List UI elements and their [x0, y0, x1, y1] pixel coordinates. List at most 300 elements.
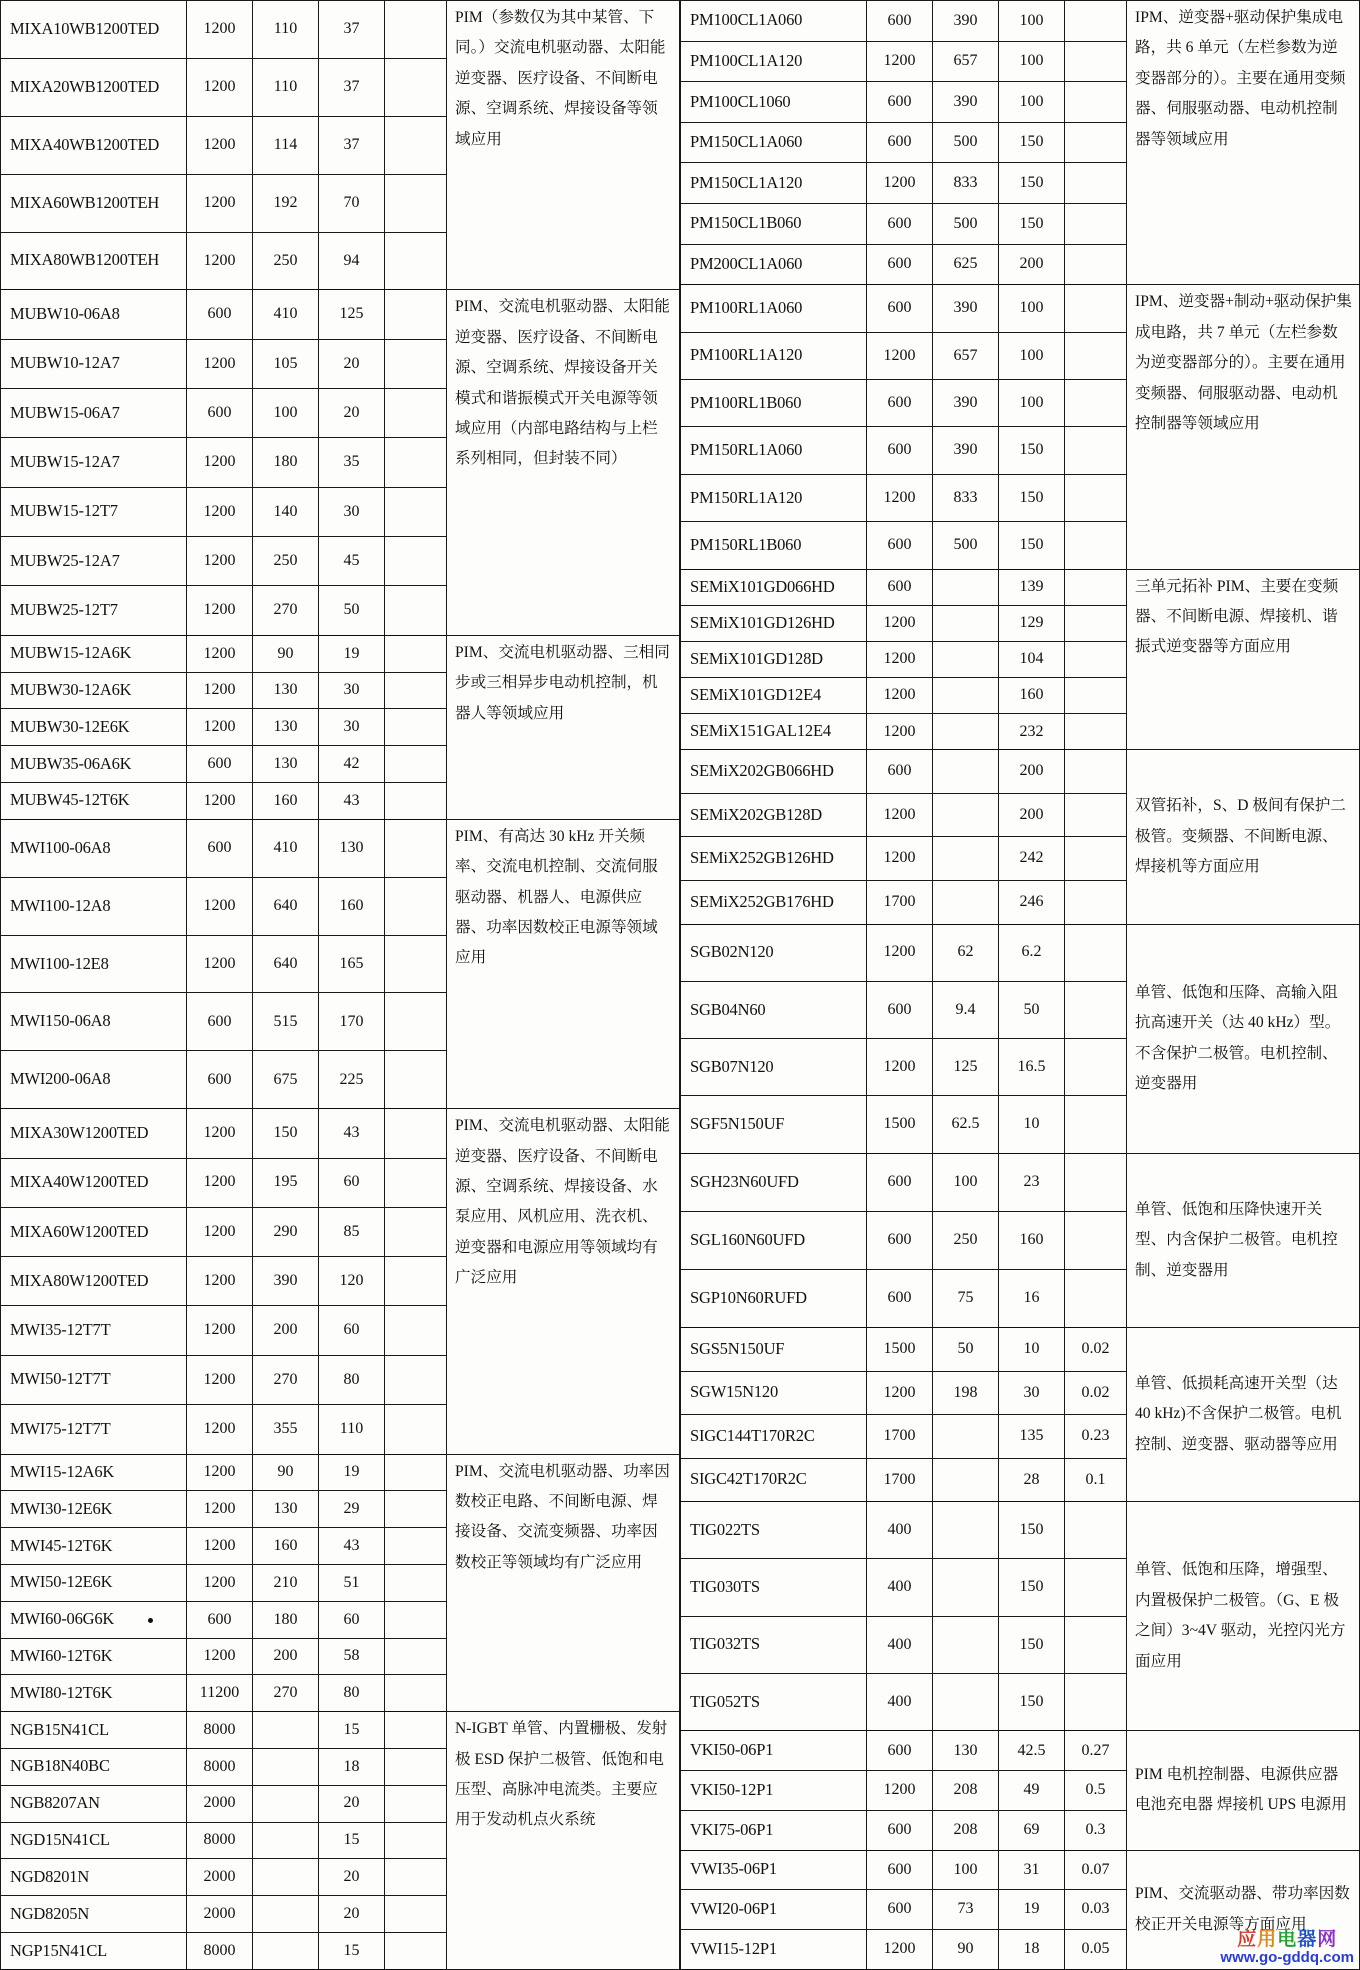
- cell-voltage: 1200: [187, 672, 253, 709]
- cell-param2: 50: [933, 1327, 999, 1371]
- cell-voltage: 1200: [867, 1039, 933, 1096]
- cell-voltage: 1200: [187, 1109, 253, 1158]
- cell-part-number: VWI20-06P1: [681, 1890, 867, 1930]
- cell-description: IPM、逆变器+驱动保护集成电路，共 6 单元（左栏参数为逆变器部分的）。主要在通用变频器、伺服驱动器、电动机控制器等领域应用: [1127, 1, 1360, 285]
- cell-param3: 15: [319, 1822, 385, 1859]
- cell-voltage: 2000: [187, 1785, 253, 1822]
- cell-param2: 390: [933, 427, 999, 474]
- cell-param2: 9.4: [933, 981, 999, 1038]
- cell-part-number: MUBW15-12A7: [1, 438, 187, 487]
- cell-param4: [1065, 880, 1127, 924]
- cell-param3: 58: [319, 1638, 385, 1675]
- cell-param3: 35: [319, 438, 385, 487]
- cell-voltage: 2000: [187, 1859, 253, 1896]
- cell-param2: 200: [253, 1638, 319, 1675]
- cell-param3: 150: [999, 1559, 1065, 1616]
- cell-param4: 0.03: [1065, 1890, 1127, 1930]
- cell-param4: [385, 1712, 447, 1749]
- cell-param4: [385, 783, 447, 820]
- cell-param4: [1065, 163, 1127, 204]
- cell-param4: [1065, 714, 1127, 750]
- cell-part-number: MUBW30-12E6K: [1, 709, 187, 746]
- cell-voltage: 1200: [867, 474, 933, 521]
- cell-param4: [1065, 837, 1127, 881]
- cell-param3: 19: [319, 1454, 385, 1491]
- cell-voltage: 600: [187, 1601, 253, 1638]
- cell-param2: 160: [253, 783, 319, 820]
- cell-voltage: 600: [867, 1850, 933, 1890]
- cell-param2: [253, 1896, 319, 1933]
- cell-part-number: PM150CL1A060: [681, 122, 867, 163]
- cell-param2: 290: [253, 1207, 319, 1256]
- cell-voltage: 1200: [867, 641, 933, 677]
- cell-voltage: 1200: [187, 1491, 253, 1528]
- cell-part-number: MUBW45-12T6K: [1, 783, 187, 820]
- cell-param4: [385, 877, 447, 935]
- cell-voltage: 1500: [867, 1327, 933, 1371]
- cell-param4: [385, 1491, 447, 1528]
- cell-voltage: 1200: [187, 586, 253, 635]
- cell-param2: [253, 1748, 319, 1785]
- cell-description: IPM、逆变器+制动+驱动保护集成电路，共 7 单元（左栏参数为逆变器部分的）。主要在通用变频器、伺服驱动器、电动机控制器等领域应用: [1127, 285, 1360, 569]
- cell-voltage: 1700: [867, 1458, 933, 1502]
- cell-param2: 100: [933, 1153, 999, 1211]
- cell-param2: [933, 714, 999, 750]
- cell-param2: 130: [253, 746, 319, 783]
- cell-param4: [385, 819, 447, 877]
- cell-description: PIM、交流驱动器、带功率因数校正开关电源等方面应用: [1127, 1850, 1360, 1969]
- cell-part-number: PM100CL1A060: [681, 1, 867, 42]
- watermark-url: www.go-gddq.com: [1220, 1949, 1354, 1967]
- cell-voltage: 600: [187, 819, 253, 877]
- cell-part-number: MUBW10-12A7: [1, 339, 187, 388]
- cell-param2: 130: [253, 672, 319, 709]
- cell-param3: 15: [319, 1932, 385, 1969]
- cell-part-number: MWI150-06A8: [1, 993, 187, 1051]
- cell-param4: 0.07: [1065, 1850, 1127, 1890]
- table-row: [681, 1731, 1360, 1771]
- cell-param3: 120: [319, 1257, 385, 1306]
- cell-param2: [253, 1822, 319, 1859]
- cell-param4: [1065, 1674, 1127, 1731]
- table-row: [1, 290, 680, 339]
- cell-param3: 232: [999, 714, 1065, 750]
- cell-param4: [1065, 1502, 1127, 1559]
- cell-param2: 410: [253, 290, 319, 339]
- cell-voltage: 1200: [187, 1257, 253, 1306]
- cell-part-number: MIXA10WB1200TED: [1, 1, 187, 59]
- cell-part-number: MWI35-12T7T: [1, 1306, 187, 1355]
- cell-part-number: MWI100-06A8: [1, 819, 187, 877]
- cell-param4: [385, 58, 447, 116]
- cell-param2: 270: [253, 1355, 319, 1404]
- cell-voltage: 600: [867, 1211, 933, 1269]
- cell-part-number: SEMiX202GB128D: [681, 793, 867, 837]
- right-table: [680, 0, 1360, 1970]
- cell-param4: [385, 1, 447, 59]
- cell-voltage: 1200: [187, 438, 253, 487]
- table-row: [681, 750, 1360, 794]
- cell-part-number: SEMiX101GD126HD: [681, 605, 867, 641]
- cell-part-number: PM200CL1A060: [681, 244, 867, 285]
- cell-param3: 200: [999, 793, 1065, 837]
- cell-voltage: 1200: [867, 1771, 933, 1811]
- cell-part-number: MUBW35-06A6K: [1, 746, 187, 783]
- cell-param2: 114: [253, 116, 319, 174]
- cell-voltage: 1200: [187, 1565, 253, 1602]
- cell-voltage: 600: [187, 746, 253, 783]
- cell-part-number: MUBW25-12T7: [1, 586, 187, 635]
- cell-part-number: PM150RL1A060: [681, 427, 867, 474]
- cell-param3: 42.5: [999, 1731, 1065, 1771]
- cell-param3: 150: [999, 427, 1065, 474]
- cell-param3: 246: [999, 880, 1065, 924]
- cell-param4: [1065, 605, 1127, 641]
- cell-param2: 110: [253, 58, 319, 116]
- cell-voltage: 1200: [867, 163, 933, 204]
- cell-param3: 51: [319, 1565, 385, 1602]
- cell-description: 单管、低饱和压降、高输入阻抗高速开关（达 40 kHz）型。不含保护二极管。电机控制、逆变器用: [1127, 924, 1360, 1153]
- cell-param2: 390: [933, 82, 999, 123]
- cell-param2: 105: [253, 339, 319, 388]
- cell-voltage: 1200: [187, 1638, 253, 1675]
- cell-part-number: MUBW15-12A6K: [1, 635, 187, 672]
- cell-param3: 150: [999, 1502, 1065, 1559]
- cell-part-number: MWI60-06G6K: [1, 1601, 187, 1638]
- cell-param4: [1065, 1096, 1127, 1153]
- cell-part-number: MIXA40WB1200TED: [1, 116, 187, 174]
- cell-part-number: SEMiX202GB066HD: [681, 750, 867, 794]
- cell-param3: 100: [999, 82, 1065, 123]
- cell-part-number: MUBW10-06A8: [1, 290, 187, 339]
- cell-param4: [385, 1859, 447, 1896]
- cell-param2: 198: [933, 1371, 999, 1415]
- cell-part-number: NGB15N41CL: [1, 1712, 187, 1749]
- cell-part-number: MWI30-12E6K: [1, 1491, 187, 1528]
- cell-part-number: TIG022TS: [681, 1502, 867, 1559]
- cell-param4: [1065, 244, 1127, 285]
- cell-part-number: MWI100-12E8: [1, 935, 187, 993]
- cell-param2: [933, 678, 999, 714]
- cell-param3: 165: [319, 935, 385, 993]
- cell-param2: 390: [933, 285, 999, 332]
- table-row: [681, 924, 1360, 981]
- cell-description: PIM、交流电机驱动器、功率因数校正电路、不间断电源、焊接设备、交流变频器、功率因数校正等领域均有广泛应用: [447, 1454, 680, 1712]
- cell-param2: 390: [933, 380, 999, 427]
- cell-param2: 140: [253, 487, 319, 536]
- cell-param4: [1065, 1211, 1127, 1269]
- cell-part-number: SIGC42T170R2C: [681, 1458, 867, 1502]
- cell-param4: [1065, 122, 1127, 163]
- bullet-mark-icon: [148, 1618, 153, 1623]
- cell-param3: 94: [319, 232, 385, 290]
- cell-part-number: VKI50-06P1: [681, 1731, 867, 1771]
- table-row: [1, 1, 680, 59]
- cell-param4: [385, 1565, 447, 1602]
- cell-voltage: 600: [867, 522, 933, 569]
- cell-param3: 160: [319, 877, 385, 935]
- cell-param4: [1065, 924, 1127, 981]
- cell-param2: 657: [933, 332, 999, 379]
- cell-description: 单管、低饱和压降，增强型、内置极保护二极管。（G、E 极之间）3~4V 驱动，光控闪光方面应用: [1127, 1502, 1360, 1731]
- cell-part-number: MWI80-12T6K: [1, 1675, 187, 1712]
- cell-param3: 130: [319, 819, 385, 877]
- table-row: [1, 819, 680, 877]
- cell-param3: 50: [319, 586, 385, 635]
- cell-part-number: TIG032TS: [681, 1616, 867, 1673]
- cell-param2: [933, 1616, 999, 1673]
- cell-param2: 515: [253, 993, 319, 1051]
- cell-param3: 150: [999, 522, 1065, 569]
- cell-param3: 30: [319, 672, 385, 709]
- cell-voltage: 11200: [187, 1675, 253, 1712]
- table-row: [681, 1850, 1360, 1890]
- cell-param3: 150: [999, 474, 1065, 521]
- cell-voltage: 1700: [867, 880, 933, 924]
- cell-param3: 20: [319, 339, 385, 388]
- cell-voltage: 1200: [187, 1, 253, 59]
- cell-voltage: 600: [867, 122, 933, 163]
- cell-param2: [933, 880, 999, 924]
- cell-part-number: SEMiX252GB126HD: [681, 837, 867, 881]
- cell-param4: [385, 1896, 447, 1933]
- cell-param2: 390: [253, 1257, 319, 1306]
- cell-voltage: 1200: [187, 1355, 253, 1404]
- cell-voltage: 8000: [187, 1822, 253, 1859]
- cell-part-number: SGF5N150UF: [681, 1096, 867, 1153]
- cell-description: PIM、交流电机驱动器、太阳能逆变器、医疗设备、不间断电源、空调系统、焊接设备、水泵应用、风机应用、洗衣机、逆变器和电源应用等领域均有广泛应用: [447, 1109, 680, 1454]
- cell-param3: 129: [999, 605, 1065, 641]
- cell-part-number: TIG052TS: [681, 1674, 867, 1731]
- cell-param4: [385, 993, 447, 1051]
- cell-voltage: 1200: [867, 714, 933, 750]
- cell-param3: 42: [319, 746, 385, 783]
- cell-param3: 170: [319, 993, 385, 1051]
- cell-voltage: 1200: [867, 1930, 933, 1970]
- cell-param3: 60: [319, 1158, 385, 1207]
- cell-voltage: 600: [867, 569, 933, 605]
- cell-param4: 0.1: [1065, 1458, 1127, 1502]
- cell-voltage: 600: [867, 750, 933, 794]
- cell-param4: [1065, 1039, 1127, 1096]
- cell-param4: [385, 1257, 447, 1306]
- cell-param2: [933, 1458, 999, 1502]
- cell-param3: 18: [319, 1748, 385, 1785]
- cell-part-number: MWI50-12T7T: [1, 1355, 187, 1404]
- cell-param3: 49: [999, 1771, 1065, 1811]
- cell-param3: 150: [999, 122, 1065, 163]
- cell-voltage: 600: [867, 427, 933, 474]
- cell-part-number: SGL160N60UFD: [681, 1211, 867, 1269]
- cell-param3: 10: [999, 1327, 1065, 1371]
- cell-param4: [385, 1785, 447, 1822]
- cell-param3: 150: [999, 1616, 1065, 1673]
- cell-param3: 43: [319, 1109, 385, 1158]
- cell-param2: 192: [253, 174, 319, 232]
- cell-part-number: PM100CL1060: [681, 82, 867, 123]
- cell-param2: 195: [253, 1158, 319, 1207]
- cell-param2: 180: [253, 438, 319, 487]
- cell-param3: 37: [319, 116, 385, 174]
- cell-param4: [385, 1207, 447, 1256]
- cell-description: PIM、交流电机驱动器、太阳能逆变器、医疗设备、不间断电源、空调系统、焊接设备开关模式和谐振模式开关电源等领域应用（内部电路结构与上栏系列相同，但封装不同）: [447, 290, 680, 635]
- cell-param2: 500: [933, 522, 999, 569]
- table-row: [1, 635, 680, 672]
- cell-param4: [1065, 1, 1127, 42]
- cell-voltage: 1200: [187, 783, 253, 820]
- cell-part-number: MWI60-12T6K: [1, 1638, 187, 1675]
- cell-param2: [933, 1502, 999, 1559]
- cell-description: 双管拓补，S、D 极间有保护二极管。变频器、不间断电源、焊接机等方面应用: [1127, 750, 1360, 924]
- cell-param4: [1065, 380, 1127, 427]
- cell-param3: 30: [319, 487, 385, 536]
- cell-part-number: VWI15-12P1: [681, 1930, 867, 1970]
- cell-part-number: PM100RL1A120: [681, 332, 867, 379]
- cell-param4: 0.23: [1065, 1415, 1127, 1459]
- cell-param3: 19: [319, 635, 385, 672]
- cell-voltage: 1200: [187, 1528, 253, 1565]
- cell-param4: [1065, 82, 1127, 123]
- cell-voltage: 1200: [867, 1371, 933, 1415]
- cell-param2: 390: [933, 1, 999, 42]
- cell-param4: [385, 1932, 447, 1969]
- cell-voltage: 1200: [187, 1454, 253, 1491]
- cell-voltage: 600: [867, 1269, 933, 1327]
- cell-param3: 31: [999, 1850, 1065, 1890]
- cell-param2: 200: [253, 1306, 319, 1355]
- cell-voltage: 1200: [187, 1306, 253, 1355]
- cell-voltage: 600: [187, 993, 253, 1051]
- cell-part-number: MIXA80W1200TED: [1, 1257, 187, 1306]
- cell-part-number: SGB04N60: [681, 981, 867, 1038]
- cell-param3: 150: [999, 1674, 1065, 1731]
- right-table-half: [680, 0, 1360, 1970]
- cell-param3: 16.5: [999, 1039, 1065, 1096]
- cell-part-number: MIXA30W1200TED: [1, 1109, 187, 1158]
- cell-param3: 23: [999, 1153, 1065, 1211]
- cell-param2: 500: [933, 203, 999, 244]
- cell-param3: 43: [319, 783, 385, 820]
- cell-param3: 135: [999, 1415, 1065, 1459]
- cell-part-number: SEMiX101GD128D: [681, 641, 867, 677]
- cell-voltage: 1200: [187, 877, 253, 935]
- cell-voltage: 1200: [187, 1207, 253, 1256]
- cell-description: N-IGBT 单管、内置栅极、发射极 ESD 保护二极管、低饱和电压型、高脉冲电流类。主要应用于发动机点火系统: [447, 1712, 680, 1970]
- cell-param2: 90: [253, 635, 319, 672]
- cell-param4: [1065, 793, 1127, 837]
- cell-param2: 90: [933, 1930, 999, 1970]
- cell-param2: 833: [933, 474, 999, 521]
- cell-param4: [1065, 332, 1127, 379]
- cell-part-number: MWI50-12E6K: [1, 1565, 187, 1602]
- cell-part-number: MWI100-12A8: [1, 877, 187, 935]
- cell-param3: 200: [999, 750, 1065, 794]
- cell-description: PIM、有高达 30 kHz 开关频率、交流电机控制、交流伺服驱动器、机器人、电源供应器、功率因数校正电源等领域应用: [447, 819, 680, 1108]
- cell-param3: 6.2: [999, 924, 1065, 981]
- cell-part-number: SGP10N60RUFD: [681, 1269, 867, 1327]
- cell-part-number: SEMiX101GD066HD: [681, 569, 867, 605]
- cell-param4: [1065, 1153, 1127, 1211]
- cell-part-number: MWI45-12T6K: [1, 1528, 187, 1565]
- cell-param4: 0.02: [1065, 1327, 1127, 1371]
- cell-part-number: VKI75-06P1: [681, 1810, 867, 1850]
- cell-voltage: 600: [867, 1890, 933, 1930]
- cell-param3: 50: [999, 981, 1065, 1038]
- cell-param3: 139: [999, 569, 1065, 605]
- cell-param3: 150: [999, 163, 1065, 204]
- cell-param4: [1065, 203, 1127, 244]
- cell-part-number: MWI75-12T7T: [1, 1405, 187, 1454]
- cell-param4: [385, 339, 447, 388]
- cell-voltage: 400: [867, 1674, 933, 1731]
- cell-voltage: 1200: [187, 537, 253, 586]
- cell-voltage: 600: [867, 285, 933, 332]
- cell-part-number: SEMiX151GAL12E4: [681, 714, 867, 750]
- cell-param4: [1065, 1616, 1127, 1673]
- cell-part-number: MIXA40W1200TED: [1, 1158, 187, 1207]
- cell-part-number: SGW15N120: [681, 1371, 867, 1415]
- cell-param4: [385, 709, 447, 746]
- cell-part-number: MIXA60W1200TED: [1, 1207, 187, 1256]
- cell-voltage: 1700: [867, 1415, 933, 1459]
- cell-param2: 75: [933, 1269, 999, 1327]
- cell-param3: 60: [319, 1601, 385, 1638]
- cell-param4: [385, 1601, 447, 1638]
- cell-voltage: 600: [867, 82, 933, 123]
- cell-param2: [933, 1674, 999, 1731]
- cell-part-number: MWI15-12A6K: [1, 1454, 187, 1491]
- cell-param3: 225: [319, 1051, 385, 1109]
- cell-param2: [253, 1932, 319, 1969]
- cell-param4: [1065, 285, 1127, 332]
- cell-part-number: MUBW15-06A7: [1, 389, 187, 438]
- cell-param2: 250: [253, 537, 319, 586]
- cell-param2: 160: [253, 1528, 319, 1565]
- cell-param3: 20: [319, 389, 385, 438]
- cell-part-number: PM100RL1A060: [681, 285, 867, 332]
- cell-param3: 100: [999, 380, 1065, 427]
- cell-param2: 150: [253, 1109, 319, 1158]
- cell-param2: 250: [253, 232, 319, 290]
- cell-part-number: MIXA20WB1200TED: [1, 58, 187, 116]
- cell-voltage: 600: [867, 1810, 933, 1850]
- table-row: [1, 1109, 680, 1158]
- cell-param2: 125: [933, 1039, 999, 1096]
- cell-param4: [385, 1158, 447, 1207]
- cell-param4: [385, 1822, 447, 1859]
- cell-voltage: 1200: [867, 924, 933, 981]
- cell-param4: [1065, 569, 1127, 605]
- table-row: [1, 1712, 680, 1749]
- cell-voltage: 1200: [187, 174, 253, 232]
- cell-param2: 500: [933, 122, 999, 163]
- cell-part-number: MUBW15-12T7: [1, 487, 187, 536]
- cell-param2: [933, 1559, 999, 1616]
- cell-part-number: NGD8201N: [1, 1859, 187, 1896]
- cell-param2: [253, 1785, 319, 1822]
- cell-param4: [1065, 522, 1127, 569]
- cell-param2: 130: [253, 709, 319, 746]
- cell-param2: 62.5: [933, 1096, 999, 1153]
- cell-voltage: 1200: [867, 678, 933, 714]
- cell-voltage: 1200: [187, 1405, 253, 1454]
- cell-part-number: SGH23N60UFD: [681, 1153, 867, 1211]
- cell-voltage: 1200: [187, 232, 253, 290]
- cell-voltage: 600: [867, 244, 933, 285]
- cell-param3: 69: [999, 1810, 1065, 1850]
- cell-param3: 19: [999, 1890, 1065, 1930]
- cell-param2: [933, 750, 999, 794]
